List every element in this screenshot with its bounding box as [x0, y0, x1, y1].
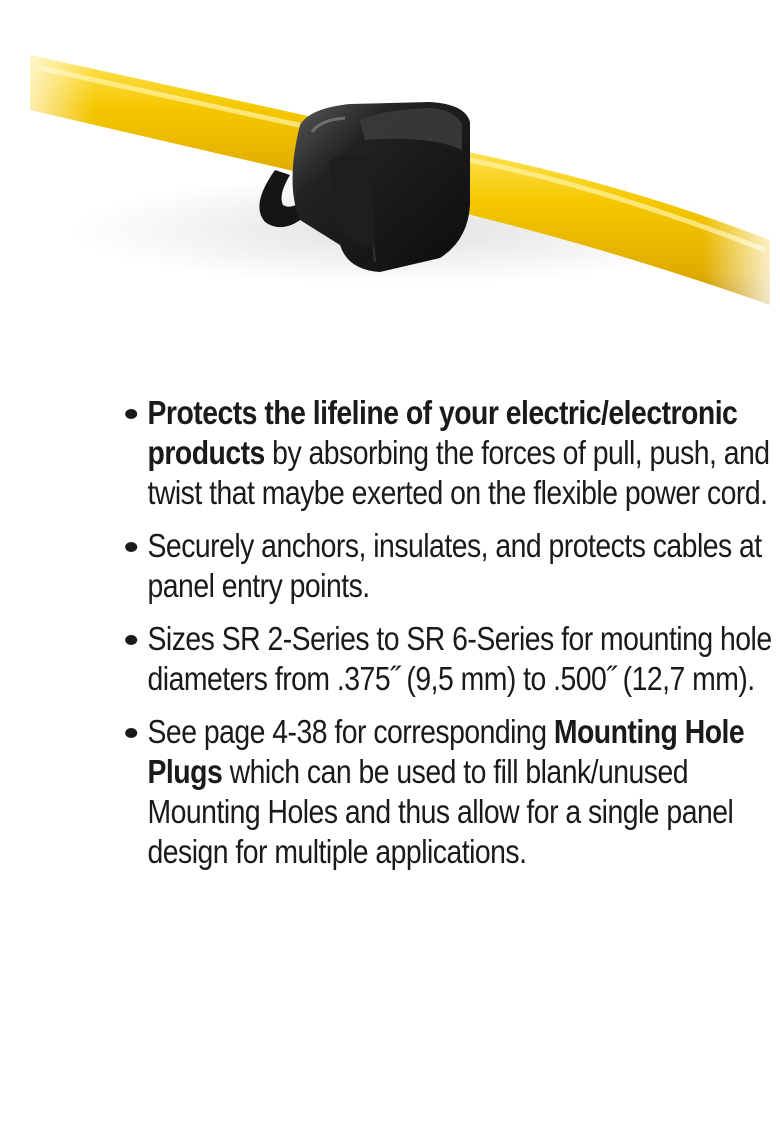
- product-photo: [0, 0, 780, 340]
- feature-text-tail: which can be used to fill blank/unused Mounting Holes and thus allow for a single panel design for multiple applications.: [147, 753, 734, 870]
- feature-text-lead: See page 4-38 for corresponding: [147, 713, 554, 750]
- feature-item-sizes: [120, 619, 780, 699]
- feature-item-panel-entry: [120, 526, 780, 606]
- bullet-icon: [125, 635, 137, 645]
- feature-text: by absorbing the forces of pull, push, and twist that maybe exerted on the flexible power cord.: [147, 434, 770, 511]
- feature-item-mounting-plugs: [120, 712, 780, 872]
- feature-item-cord-protection: [120, 393, 780, 513]
- strain-relief-illustration: [0, 0, 780, 340]
- feature-text: Securely anchors, insulates, and protects cables at panel entry points.: [147, 527, 762, 604]
- feature-text: Sizes SR 2-Series to SR 6-Series for mounting hole diameters from .375˝ (9,5 mm) to .500˝ (12,7 mm).: [147, 620, 772, 697]
- feature-highlight: Protects the lifeline of your electric/electronic products: [147, 394, 738, 471]
- bullet-icon: [125, 728, 137, 738]
- feature-highlight: Mounting Hole Plugs: [147, 713, 745, 790]
- feature-list: [120, 393, 772, 885]
- bullet-icon: [125, 542, 137, 552]
- bullet-icon: [125, 409, 137, 419]
